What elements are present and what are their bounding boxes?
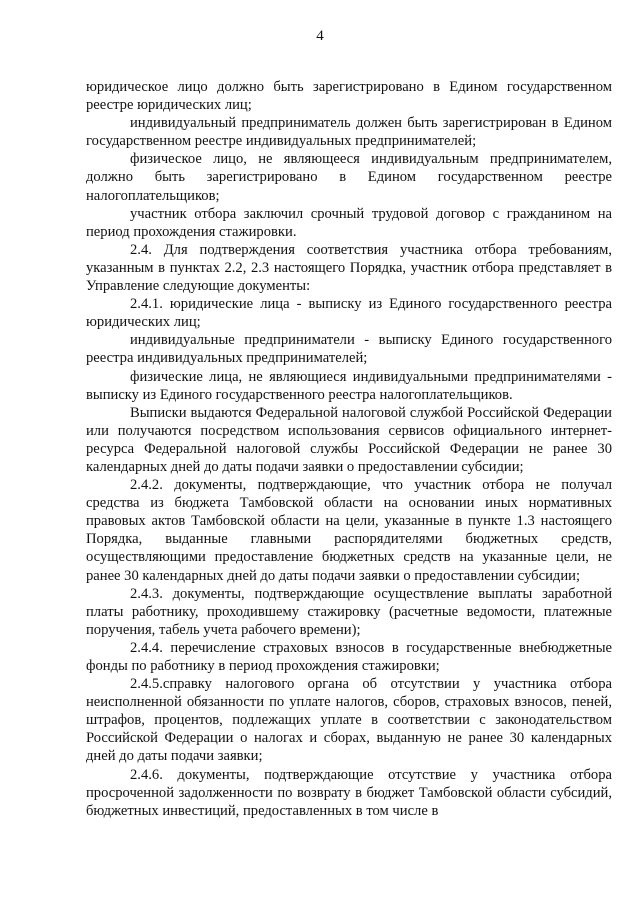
paragraph-2-4-1: 2.4.1. юридические лица - выписку из Единого государственного реестра юридических лиц; xyxy=(86,296,612,331)
paragraph-legal-entity-registered: юридическое лицо должно быть зарегистрировано в Едином государственном реестре юридических лиц; xyxy=(86,79,612,114)
paragraph-2-4-4: 2.4.4. перечисление страховых взносов в государственные внебюджетные фонды по работнику в период прохождения стажировки; xyxy=(86,639,612,674)
paragraph-2-4-6: 2.4.6. документы, подтверждающие отсутствие у участника отбора просроченной задолженности по возврату в бюджет Тамбовской области субсидий, бюджетных инвестиций, предоставленных в том числе в xyxy=(86,766,612,819)
paragraph-individual-entrepreneur-registered: индивидуальный предприниматель должен быть зарегистрирован в Едином государственном реестре индивидуальных предпринимателей; xyxy=(86,115,612,150)
paragraph-2-4-5: 2.4.5.справку налогового органа об отсутствии у участника отбора неисполненной обязанности по уплате налогов, сборов, страховых взносов, пеней, штрафов, процентов, подлежащих уплате в соответствии с законодательством Российской Федерации о налогах и сборах, выданную не ранее 30 календарных дней до даты подачи заявки; xyxy=(86,676,612,765)
document-body xyxy=(86,78,612,820)
paragraph-2-4: 2.4. Для подтверждения соответствия участника отбора требованиям, указанным в пунктах 2.2, 2.3 настоящего Порядка, участник отбора представляет в Управление следующие документы: xyxy=(86,241,612,295)
paragraph-natural-person-registered: физическое лицо, не являющееся индивидуальным предпринимателем, должно быть зарегистрировано в Едином государственном реестре налогоплательщиков; xyxy=(86,151,612,204)
paragraph-natural-persons-extract: физические лица, не являющиеся индивидуальными предпринимателями - выписку из Единого государственного реестра налогоплательщиков. xyxy=(86,368,612,403)
paragraph-extracts-issued: Выписки выдаются Федеральной налоговой службой Российской Федерации или получаются посредством использования сервисов официального интернет-ресурса Федеральной налоговой службы Российской Федерации не ранее 30 календарных дней до даты подачи заявки о предоставлении субсидии; xyxy=(86,404,612,475)
paragraph-employment-contract: участник отбора заключил срочный трудовой договор с гражданином на период прохождения стажировки. xyxy=(86,205,612,240)
page-number: 4 xyxy=(316,28,324,44)
paragraph-2-4-3: 2.4.3. документы, подтверждающие осуществление выплаты заработной платы работнику, проходившему стажировку (расчетные ведомости, платежные поручения, табель учета рабочего времени); xyxy=(86,585,612,638)
paragraph-2-4-2: 2.4.2. документы, подтверждающие, что участник отбора не получал средства из бюджета Тамбовской области на основании иных нормативных правовых актов Тамбовской области на цели, указанные в пункте 1.3 настоящего Порядка, выданные главными распорядителями бюджетных средств, осуществляющими предоставление бюджетных средств на указанные цели, не ранее 30 календарных дней до даты подачи заявки о предоставлении субсидии; xyxy=(86,477,612,584)
paragraph-entrepreneurs-extract: индивидуальные предприниматели - выписку Единого государственного реестра индивидуальных предпринимателей; xyxy=(86,332,612,367)
